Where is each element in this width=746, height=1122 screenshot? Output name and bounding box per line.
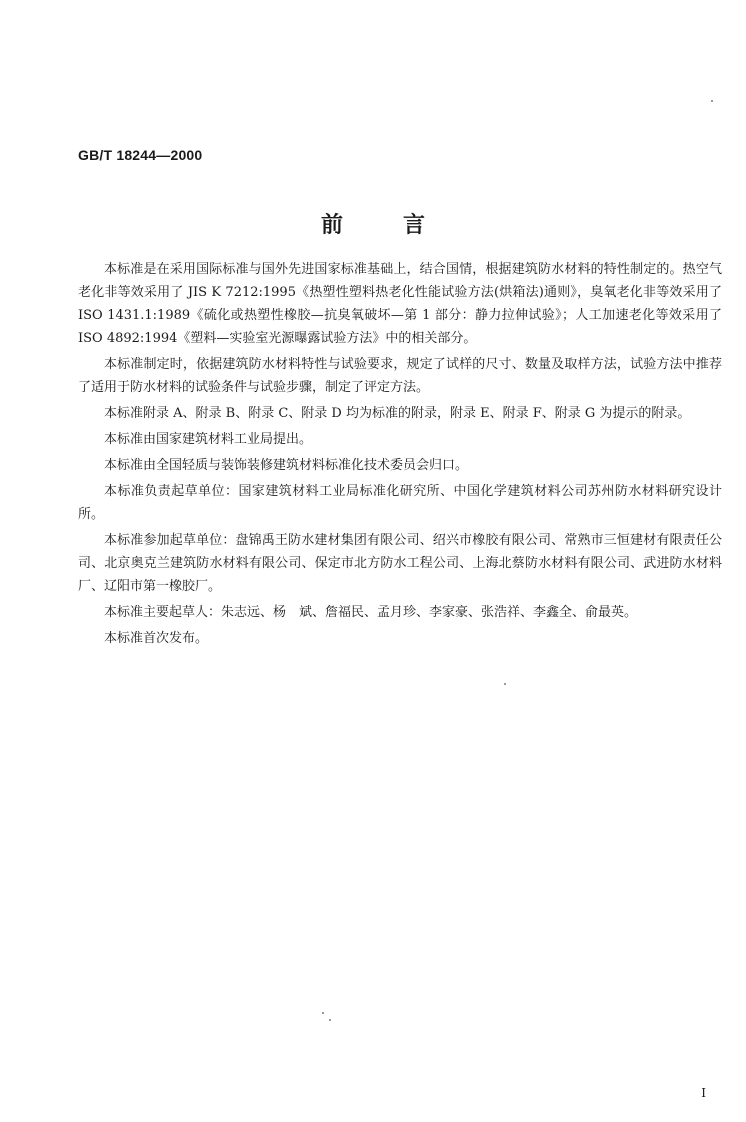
foreword-body: [78, 258, 722, 653]
paragraph: 本标准参加起草单位：盘锦禹王防水建材集团有限公司、绍兴市橡胶有限公司、常熟市三恒建材有限责任公司、北京奥克兰建筑防水材料有限公司、保定市北方防水工程公司、上海北蔡防水材料有限公司、武进防水材料厂、辽阳市第一橡胶厂。: [78, 533, 722, 594]
paragraph: 本标准附录 A、附录 B、附录 C、附录 D 均为标准的附录，附录 E、附录 F、附录 G 为提示的附录。: [104, 406, 691, 421]
paragraph: 本标准制定时，依据建筑防水材料特性与试验要求，规定了试样的尺寸、数量及取样方法，试验方法中推荐了适用于防水材料的试验条件与试验步骤，制定了评定方法。: [78, 357, 722, 395]
scan-speck: [711, 100, 713, 102]
paragraph: 本标准由国家建筑材料工业局提出。: [104, 432, 313, 447]
paragraph: 本标准主要起草人：朱志远、杨 斌、詹福民、孟月珍、李家豪、张浩祥、李鑫全、俞最英。: [104, 605, 638, 620]
standard-code: GB/T 18244—2000: [78, 147, 203, 163]
page-number: I: [701, 1086, 706, 1100]
paragraph: 本标准由全国轻质与装饰装修建筑材料标准化技术委员会归口。: [104, 458, 469, 473]
paragraph: 本标准负责起草单位：国家建筑材料工业局标准化研究所、中国化学建筑材料公司苏州防水材料研究设计所。: [78, 484, 722, 522]
scan-speck: [322, 1012, 324, 1014]
scan-speck: [329, 1019, 331, 1021]
page-title: 前言: [320, 212, 485, 238]
paragraph: 本标准首次发布。: [104, 631, 209, 646]
scan-speck: [504, 683, 506, 685]
paragraph: 本标准是在采用国际标准与国外先进国家标准基础上，结合国情，根据建筑防水材料的特性制定的。热空气老化非等效采用了 JIS K 7212:1995《热塑性塑料热老化性能试验方法(烘箱法)通则》，臭氧老化非等效采用了 ISO 1431.1:1989《硫化或热塑性橡胶—抗臭氧破坏—第 1 部分：静力拉伸试验》；人工加速老化等效采用了 ISO 4892:1994《塑料—实验室光源曝露试验方法》中的相关部分。: [78, 262, 722, 346]
